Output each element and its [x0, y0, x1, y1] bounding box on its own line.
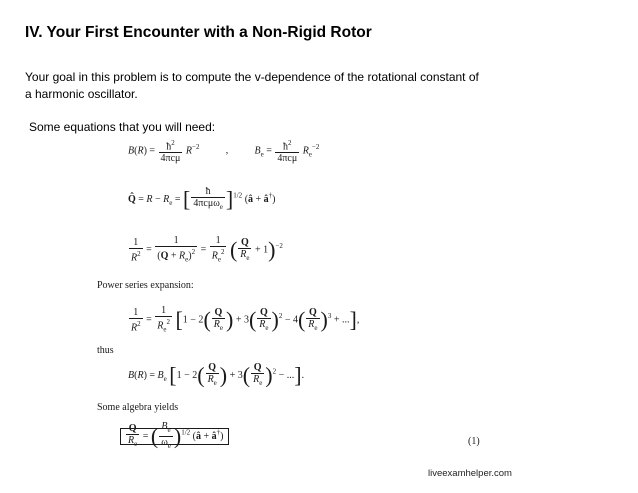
equation-b-expansion: $B(R) = B_e$ [1 − 2( $\frac{Q}{R_e}$ ) + 3( $\frac{Q}{R_e}$ )$^2$ − ...].: [128, 362, 305, 388]
equation-number: (1): [468, 436, 480, 447]
equation-rotational-constant: B(R) = $\frac{ħ^2}{\text{4πcμ}}$ $R^{-2}$ , $B_e$ = $\frac{ħ^2}{\text{4πcμ}}$ $R_e^{-2}$: [128, 139, 320, 165]
thus-label: thus: [97, 345, 114, 356]
footer-watermark: liveexamhelper.com: [428, 468, 512, 479]
intro-line-1: Your goal in this problem is to compute the v-dependence of the rotational constant of: [25, 70, 479, 84]
equations-intro: Some equations that you will need:: [29, 120, 216, 134]
power-series-label: Power series expansion:: [97, 280, 194, 291]
equation-q-operator: Q̂ = $R - R_e$ = [ $\frac{ħ}{4\pi c\mu\omega_e}$ ]$^{1/2}$ (â + â†): [128, 186, 276, 212]
equation-result-boxed: $\frac{Q}{R_e}$ = ( $\frac{B_e}{\omega_e}$ )$^{1/2}$ (â + â†): [120, 421, 229, 452]
equation-inverse-r-squared: $\frac{1}{R^2}$ = $\frac{1}{(Q + R_e)^2}$ = $\frac{1}{R_e^2}$ ( $\frac{Q}{R_e}$ + 1)$^{-2}$: [131, 235, 283, 264]
intro-line-2: a harmonic oscillator.: [25, 87, 138, 101]
intro-paragraph: [25, 69, 585, 103]
slide-title: IV. Your First Encounter with a Non-Rigid Rotor: [25, 24, 372, 41]
algebra-label: Some algebra yields: [97, 402, 179, 413]
equation-power-series: $\frac{1}{R^2}$ = $\frac{1}{R_e^2}$ [1 − 2( $\frac{Q}{R_e}$ ) + 3( $\frac{Q}{R_e}$ )$^2$ − 4( $\frac{Q}{R_e}$ )$^3$ + ...],: [131, 305, 360, 334]
